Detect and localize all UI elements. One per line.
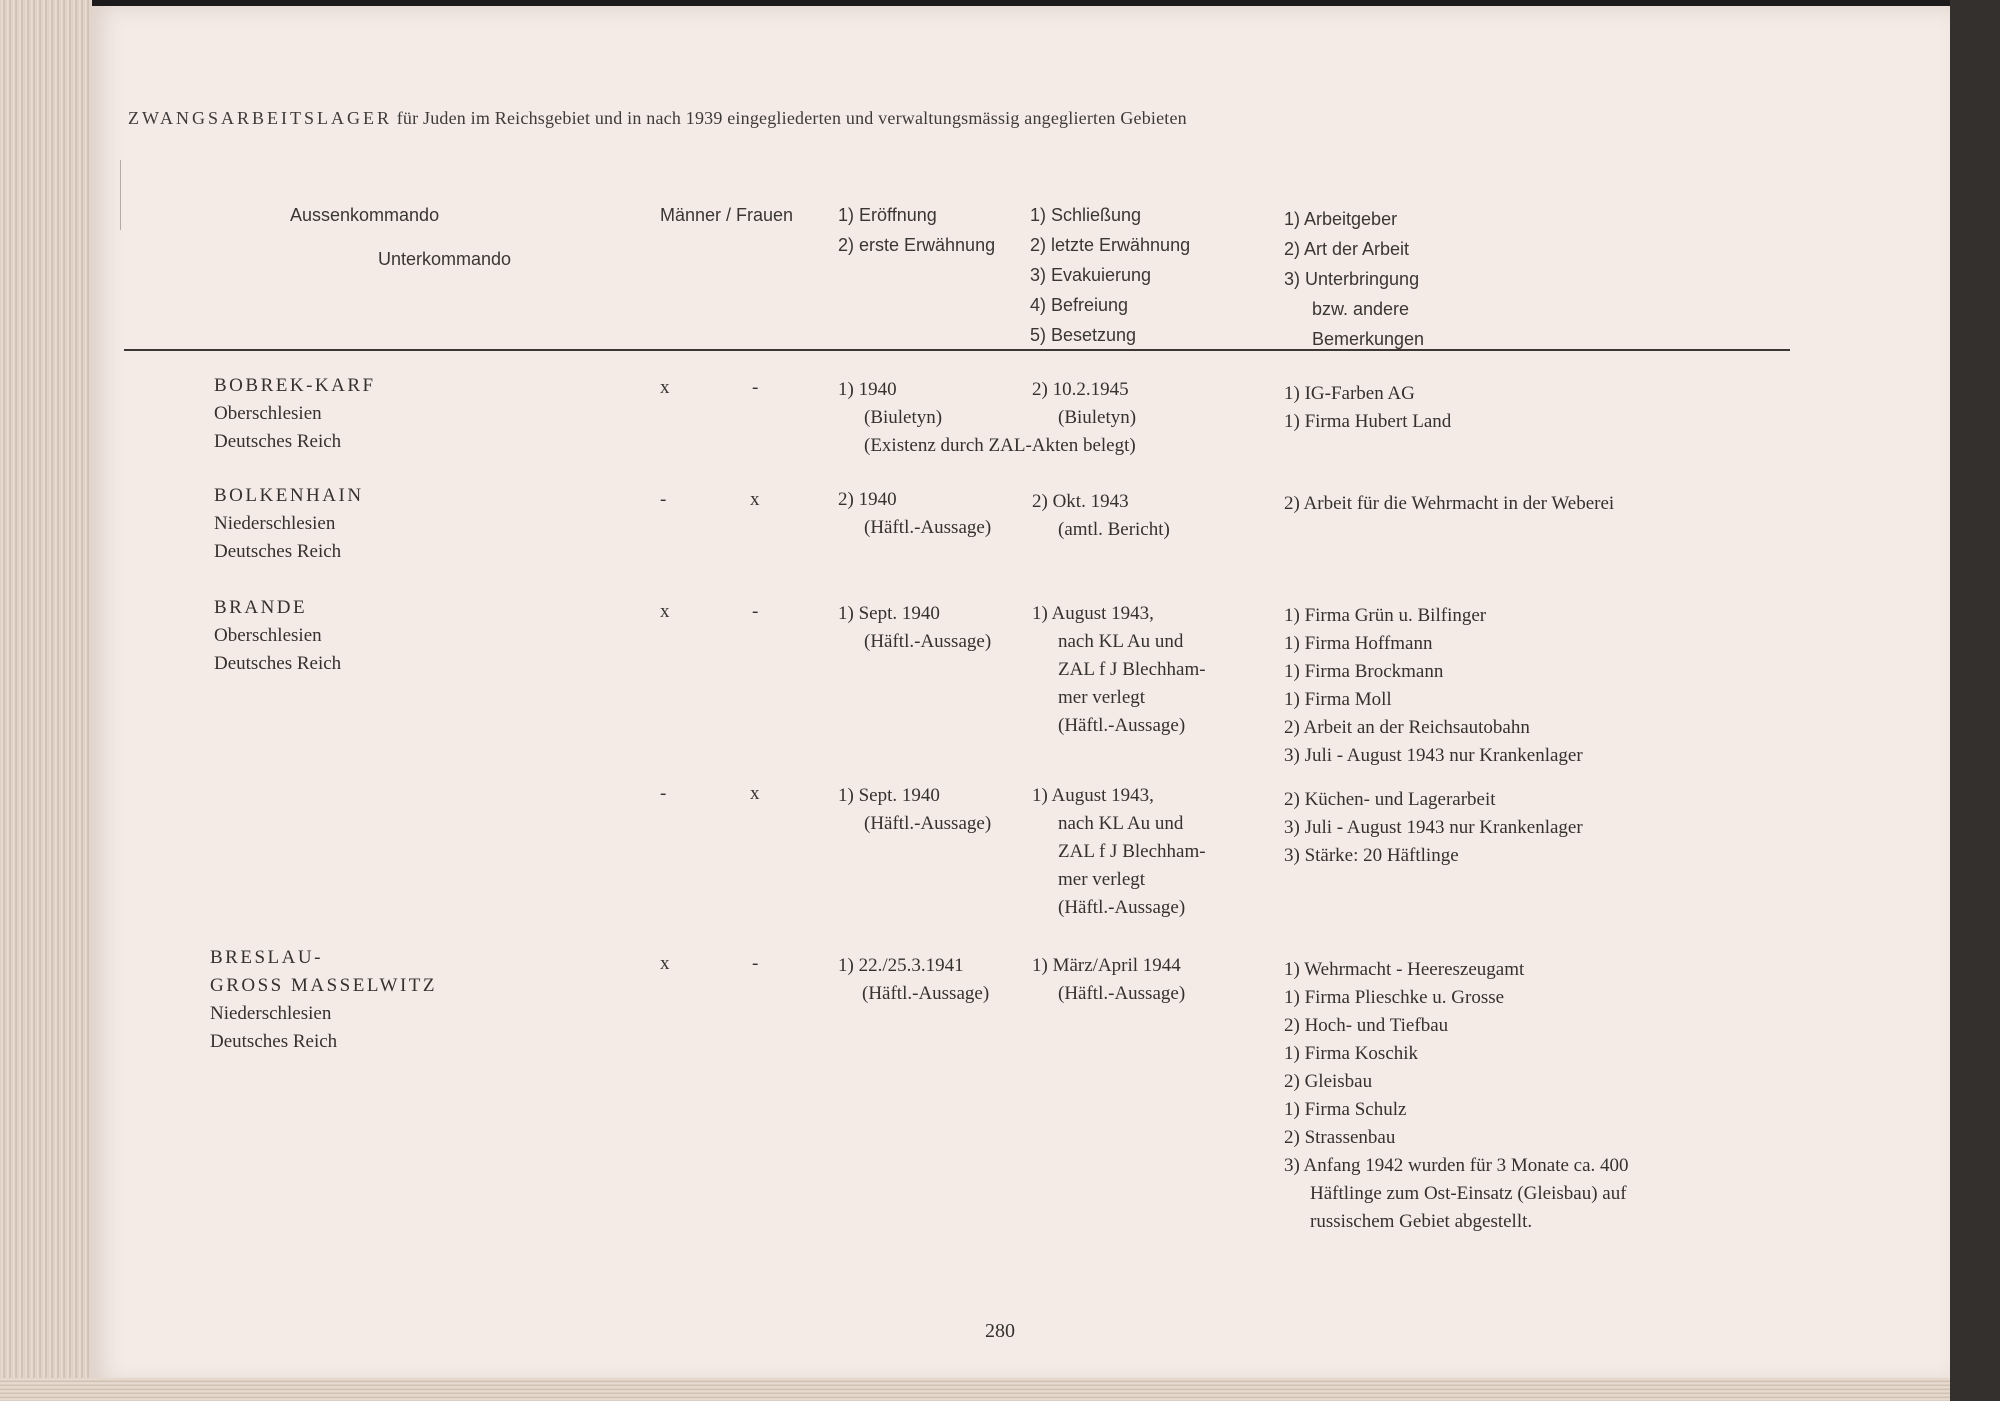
employer-line: 1) Firma Hoffmann: [1284, 633, 1433, 654]
closing-cell: [1032, 488, 1170, 544]
employer-cell: [1284, 956, 1629, 1236]
header-closing-line: 1) Schließung: [1030, 205, 1142, 225]
women-mark: -: [752, 601, 759, 622]
closing-line: (Häftl.-Aussage): [1058, 897, 1186, 918]
employer-line: 1) Wehrmacht - Heereszeugamt: [1284, 959, 1525, 980]
closing-line: ZAL f J Blechham-: [1058, 841, 1206, 862]
employer-line: 1) Firma Plieschke u. Grosse: [1284, 987, 1505, 1008]
row-place: [214, 372, 376, 456]
women-mark: x: [750, 783, 760, 804]
closing-cell: [1032, 782, 1206, 922]
header-closing-line: 5) Besetzung: [1030, 325, 1137, 345]
closing-line: 1) März/April 1944: [1032, 955, 1181, 976]
closing-line: 1) August 1943,: [1032, 785, 1154, 806]
men-mark: x: [660, 601, 670, 622]
women-mark: -: [752, 377, 759, 398]
place-country: Deutsches Reich: [210, 1031, 338, 1052]
men-mark: -: [660, 783, 667, 804]
header-opening-line: 2) erste Erwähnung: [838, 235, 996, 255]
employer-cell: [1284, 602, 1583, 770]
employer-line: 2) Küchen- und Lagerarbeit: [1284, 789, 1496, 810]
page-number: 280: [985, 1320, 1015, 1342]
header-employer-line: 1) Arbeitgeber: [1284, 209, 1398, 229]
header-employer-line: bzw. andere: [1312, 299, 1410, 319]
header-closing-line: 3) Evakuierung: [1030, 265, 1152, 285]
employer-line: Häftlinge zum Ost-Einsatz (Gleisbau) auf: [1310, 1183, 1627, 1204]
opening-line: (Häftl.-Aussage): [862, 983, 990, 1004]
opening-line: 1) Sept. 1940: [838, 603, 940, 624]
opening-line: (Biuletyn): [864, 407, 943, 428]
header-opening: [838, 200, 995, 260]
closing-line: 2) 10.2.1945: [1032, 379, 1129, 400]
place-name: GROSS MASSELWITZ: [210, 975, 438, 996]
employer-line: 3) Anfang 1942 wurden für 3 Monate ca. 400: [1284, 1155, 1629, 1176]
closing-cell: [1032, 952, 1185, 1008]
header-rule: [124, 349, 1790, 351]
opening-line: (Häftl.-Aussage): [864, 631, 992, 652]
employer-line: 1) Firma Koschik: [1284, 1043, 1419, 1064]
employer-line: 1) Firma Hubert Land: [1284, 411, 1452, 432]
opening-line: 1) 1940: [838, 379, 897, 400]
place-country: Deutsches Reich: [214, 653, 342, 674]
place-name: BOBREK-KARF: [214, 375, 376, 396]
header-employer-line: Bemerkungen: [1312, 329, 1425, 349]
men-mark: -: [660, 489, 667, 510]
closing-line: (amtl. Bericht): [1058, 519, 1170, 540]
header-closing-line: 4) Befreiung: [1030, 295, 1129, 315]
opening-line: 1) Sept. 1940: [838, 785, 940, 806]
header-opening-line: 1) Eröffnung: [838, 205, 937, 225]
closing-line: nach KL Au und: [1058, 813, 1184, 834]
employer-line: russischem Gebiet abgestellt.: [1310, 1211, 1533, 1232]
opening-cell: [838, 600, 991, 656]
page-caption: [128, 108, 1728, 129]
header-employer-line: 3) Unterbringung: [1284, 269, 1420, 289]
closing-line: mer verlegt: [1058, 869, 1146, 890]
closing-line: (Häftl.-Aussage): [1058, 715, 1186, 736]
employer-line: 2) Hoch- und Tiefbau: [1284, 1015, 1449, 1036]
opening-cell: [838, 952, 989, 1008]
book-page-edges-left: [0, 0, 92, 1401]
employer-line: 2) Gleisbau: [1284, 1071, 1373, 1092]
header-sex: Männer / Frauen: [660, 205, 794, 225]
header-margin-tick: [120, 160, 121, 230]
closing-cell: [1032, 600, 1206, 740]
women-mark: x: [750, 489, 760, 510]
header-unterkommando: Unterkommando: [378, 249, 512, 269]
row-note: (Existenz durch ZAL-Akten belegt): [864, 435, 1136, 456]
closing-line: mer verlegt: [1058, 687, 1146, 708]
background-right: [1950, 0, 2000, 1401]
employer-line: 1) IG-Farben AG: [1284, 383, 1415, 404]
row-place: [214, 482, 364, 566]
closing-line: ZAL f J Blechham-: [1058, 659, 1206, 680]
women-mark: -: [752, 953, 759, 974]
place-region: Oberschlesien: [214, 625, 322, 646]
opening-line: 1) 22./25.3.1941: [838, 955, 964, 976]
men-mark: x: [660, 377, 670, 398]
place-name: BOLKENHAIN: [214, 485, 364, 506]
row-place: [210, 944, 437, 1056]
employer-line: 1) Firma Grün u. Bilfinger: [1284, 605, 1487, 626]
opening-cell: [838, 486, 991, 542]
opening-cell: [838, 782, 991, 838]
employer-line: 3) Juli - August 1943 nur Krankenlager: [1284, 745, 1583, 766]
employer-line: 2) Arbeit an der Reichsautobahn: [1284, 717, 1530, 738]
header-closing: [1030, 200, 1190, 350]
place-name: BRANDE: [214, 597, 308, 618]
place-country: Deutsches Reich: [214, 541, 342, 562]
opening-line: (Häftl.-Aussage): [864, 517, 992, 538]
opening-cell: [838, 376, 942, 432]
opening-line: (Häftl.-Aussage): [864, 813, 992, 834]
closing-cell: [1032, 376, 1136, 432]
closing-line: (Häftl.-Aussage): [1058, 983, 1186, 1004]
header-closing-line: 2) letzte Erwähnung: [1030, 235, 1191, 255]
employer-line: 1) Firma Moll: [1284, 689, 1392, 710]
closing-line: 1) August 1943,: [1032, 603, 1154, 624]
employer-line: 2) Strassenbau: [1284, 1127, 1396, 1148]
employer-line: 1) Firma Brockmann: [1284, 661, 1444, 682]
employer-line: 2) Arbeit für die Wehrmacht in der Weberei: [1284, 493, 1615, 514]
employer-cell: [1284, 786, 1583, 870]
header-aussenkommando: Aussenkommando: [290, 205, 440, 225]
header-employer-line: 2) Art der Arbeit: [1284, 239, 1410, 259]
book-page-edges-bottom: [0, 1378, 2000, 1401]
caption-rest: für Juden im Reichsgebiet und in nach 1939 eingegliederten und verwaltungsmässig angeglierten Gebieten: [396, 108, 1187, 128]
employer-cell: [1284, 490, 1614, 518]
employer-line: 3) Stärke: 20 Häftlinge: [1284, 845, 1459, 866]
header-employer: [1284, 204, 1424, 354]
closing-line: 2) Okt. 1943: [1032, 491, 1129, 512]
place-region: Niederschlesien: [214, 513, 336, 534]
row-place: [214, 594, 341, 678]
caption-lead: ZWANGSARBEITSLAGER: [128, 108, 392, 128]
employer-line: 1) Firma Schulz: [1284, 1099, 1407, 1120]
men-mark: x: [660, 953, 670, 974]
closing-line: (Biuletyn): [1058, 407, 1137, 428]
place-country: Deutsches Reich: [214, 431, 342, 452]
opening-line: 2) 1940: [838, 489, 897, 510]
place-region: Oberschlesien: [214, 403, 322, 424]
closing-line: nach KL Au und: [1058, 631, 1184, 652]
employer-line: 3) Juli - August 1943 nur Krankenlager: [1284, 817, 1583, 838]
place-region: Niederschlesien: [210, 1003, 332, 1024]
employer-cell: [1284, 380, 1451, 436]
place-name: BRESLAU-: [210, 947, 323, 968]
